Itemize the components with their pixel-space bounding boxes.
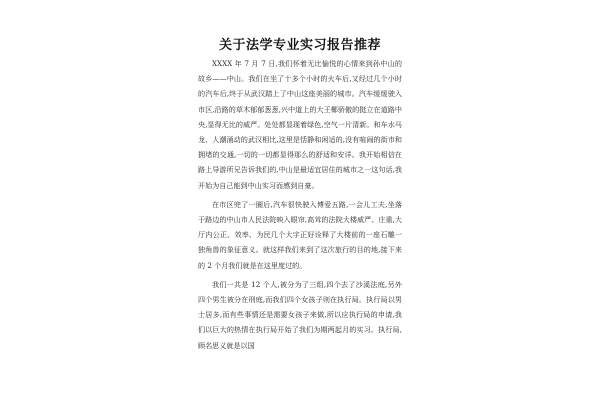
paragraph: XXXX 年 7 月 7 日,我们怀着无比愉悦的心情来到孙中山的故乡——中山。我们在坐了十多个小时的火车后,又经过几个小时的汽车后,终于从武汉踏上了中山这座美丽的城市。汽车缓缓驶入市区,沿路的草木郁郁葱葱,兴中道上的大王椰骄傲的挺立在道路中央,显得无比的威严。处处都显现着绿色,空气一片清新。和车水马龙、人潮涌动的武汉相比,这里是恬静和闲适的,没有喧闹的街市和拥堵的交通,一切的一切都显得那么的舒适和安详。我开始相信在路上导游所兄告诉我们的,中山是最适宜居住的城市之一这句话,我开始为自己能到中山实习而感到自豪。 <box>198 59 402 190</box>
paragraph: 在市区兜了一圈后,汽车很快驶入博爱五路,一会儿工夫,坐落于路边的中山市人民法院映入眼帘,高耸的法院大楼威严、庄重,大厅内公正、效率、为民几个大字正好诠释了大楼前的一座石雕一独角兽的象征意义。就这样我们来到了这次旅行的目的地,接下来的 2 个月我们就是在这里度过的。 <box>198 199 402 270</box>
document-title: 关于法学专业实习报告推荐 <box>218 38 381 53</box>
paragraph: 我们一共是 12 个人,被分为了三组,四个去了沙溪法庭,另外四个男生被分在刑庭,而我们四个女孩子则在执行局。执行局以男士居多,而有些事情还是需要女孩子来做,所以应执行局的申请,我们以巨大的热情在执行局开始了我们为期两起月的实习。执行局,顾名思义就是以国 <box>198 279 402 350</box>
document-body <box>198 56 402 357</box>
